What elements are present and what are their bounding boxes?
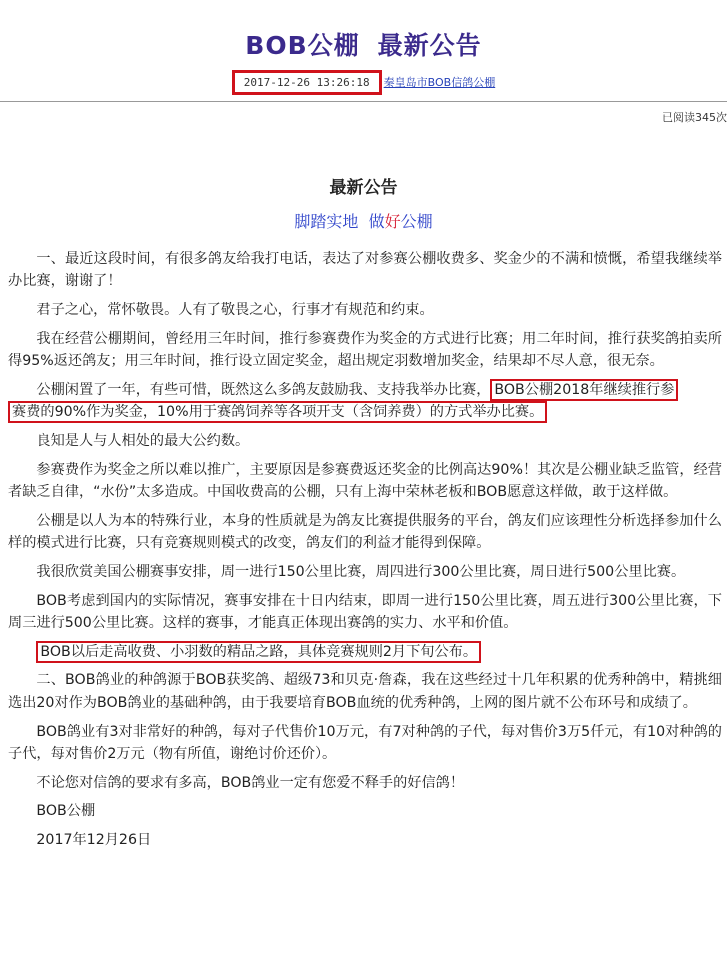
- signature: BOB公棚: [36, 803, 96, 820]
- article-heading: 最新公告: [329, 178, 398, 198]
- title-left: BOB公棚: [245, 31, 360, 60]
- page-title: [0, 26, 727, 62]
- paragraph-6: 参赛费作为奖金之所以难以推广，主要原因是参赛费返还奖金的比例高达90%！其次是公棚业缺乏监管，经营者缺乏自律，“水份”太多造成。中国收费高的公棚，只有上海中荣林老板和BOB愿意这样做，敢于这样做。: [8, 461, 722, 501]
- read-count: 已阅读345次: [662, 111, 727, 124]
- paragraph-3: 我在经营公棚期间，曾经用三年时间，推行参赛费作为奖金的方式进行比赛；用二年时间，推行获奖鸽拍卖所得95%返还鸽友；用三年时间，推行设立固定奖金，超出规定羽数增加奖金，结果却不尽人意，很无奈。: [8, 330, 722, 370]
- paragraph-4: [8, 379, 722, 424]
- paragraph-9: BOB考虑到国内的实际情况，赛事安排在十日内结束，即周一进行150公里比赛，周五进行300公里比赛，下周三进行500公里比赛。这样的赛事，才能真正体现出赛鸽的实力、水平和价值。: [8, 592, 722, 632]
- title-right: 最新公告: [377, 31, 482, 60]
- article-meta: [0, 70, 727, 95]
- paragraph-2: 君子之心，常怀敬畏。人有了敬畏之心，行事才有规范和约束。: [36, 302, 434, 319]
- paragraph-5: 良知是人与人相处的最大公约数。: [36, 433, 250, 450]
- article-body: [8, 248, 722, 858]
- highlight-box-2: 赛费的90%作为奖金，10%用于赛鸽饲养等各项开支（含饲养费）的方式举办比赛。: [8, 401, 547, 423]
- motto-highlight: 好: [384, 212, 401, 231]
- paragraph-1: 一、最近这段时间，有很多鸽友给我打电话，表达了对参赛公棚收费多、奖金少的不满和愤慨，希望我继续举办比赛，谢谢了！: [8, 251, 722, 290]
- highlight-box-3: BOB以后走高收费、小羽数的精品之路，具体竞赛规则2月下旬公布。: [36, 641, 481, 663]
- paragraph-13: 不论您对信鸽的要求有多高，BOB鸽业一定有您爱不释手的好信鸽！: [36, 774, 465, 791]
- source-link[interactable]: 秦皇岛市BOB信鸽公棚: [383, 76, 496, 89]
- motto: [0, 209, 727, 232]
- timestamp: 2017-12-26 13:26:18: [232, 70, 382, 95]
- motto-part-3: 公棚: [400, 212, 433, 231]
- paragraph-4-text: 公棚闲置了一年，有些可惜，既然这么多鸽友鼓励我、支持我举办比赛，: [36, 381, 491, 398]
- paragraph-10: [8, 641, 722, 663]
- paragraph-12: BOB鸽业有3对非常好的种鸽，每对子代售价10万元，有7对种鸽的子代，每对售价3万5仟元，有10对种鸽的子代，每对售价2万元（物有所值，谢绝讨价还价）。: [8, 723, 722, 762]
- motto-part-2: 做: [368, 212, 385, 231]
- paragraph-7: 公棚是以人为本的特殊行业，本身的性质就是为鸽友比赛提供服务的平台，鸽友们应该理性分析选择参加什么样的模式进行比赛，只有竞赛规则模式的改变，鸽友们的利益才能得到保障。: [8, 512, 722, 552]
- highlight-box-1: BOB公棚2018年继续推行参: [490, 379, 678, 401]
- paragraph-8: 我很欣赏美国公棚赛事安排，周一进行150公里比赛，周四进行300公里比赛，周日进行500公里比赛。: [36, 563, 686, 580]
- motto-part-1: 脚踏实地: [294, 212, 359, 231]
- paragraph-11: 二、BOB鸽业的种鸽源于BOB获奖鸽、超级73和贝克·詹森，我在这些经过十几年积累的优秀种鸽中，精挑细选出20对作为BOB鸽业的基础种鸽，由于我要培育BOB血统的优秀种鸽，上网的图片就不公布环号和成绩了。: [8, 672, 722, 711]
- signature-date: 2017年12月26日: [36, 832, 152, 849]
- header-divider: [0, 101, 727, 102]
